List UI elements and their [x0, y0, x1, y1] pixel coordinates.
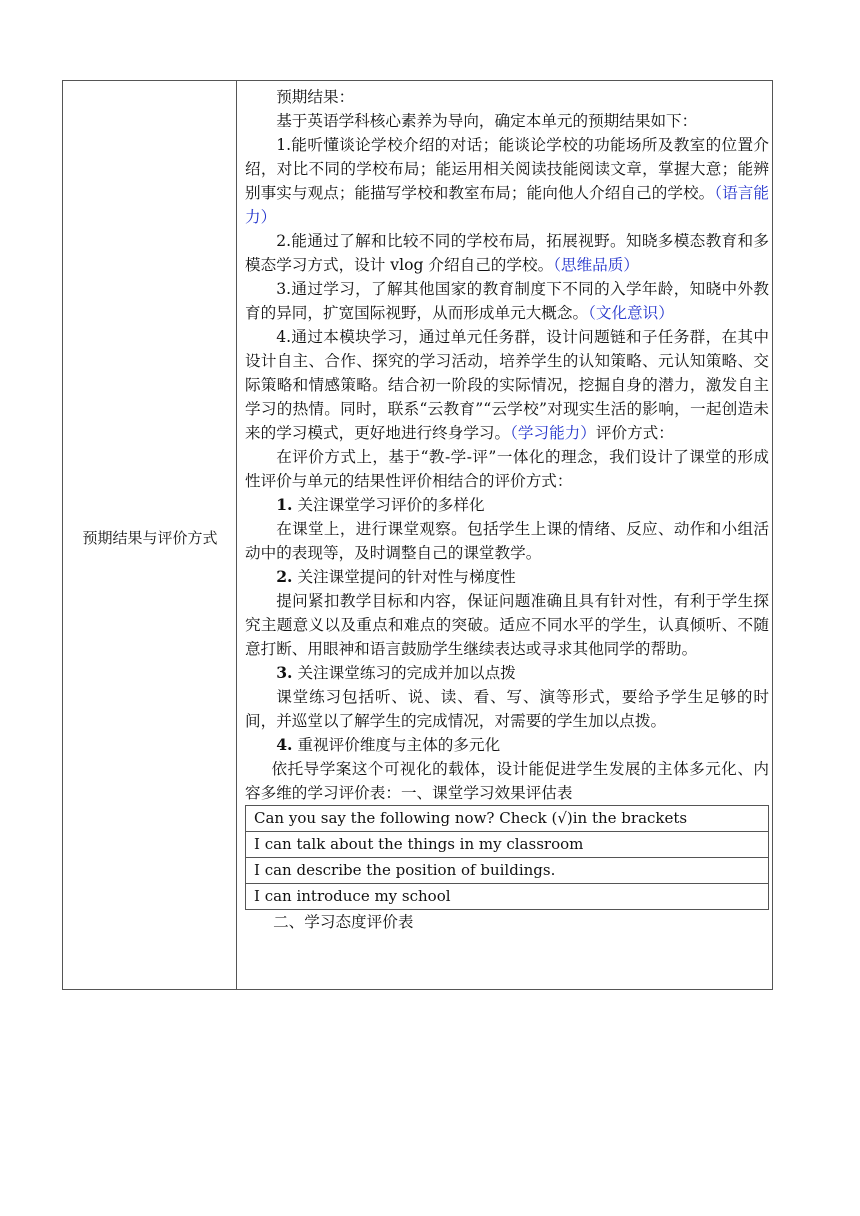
- result-3: 3.通过学习，了解其他国家的教育制度下不同的入学年龄，知晓中外教育的异同，扩宽国际视野，从而形成单元大概念。（文化意识）: [245, 280, 769, 322]
- table-row: [246, 858, 769, 884]
- eval-item-2-body: 提问紧扣教学目标和内容，保证问题准确且具有针对性，有利于学生探究主题意义以及重点和难点的突破。适应不同水平的学生，认真倾听、不随意打断、用眼神和语言鼓励学生继续表达或寻求其他同学的帮助。: [245, 592, 769, 658]
- result-1: 1.能听懂谈论学校介绍的对话；能谈论学校的功能场所及教室的位置介绍，对比不同的学校布局；能运用相关阅读技能阅读文章，掌握大意；能辨别事实与观点；能描写学校和教室布局；能向他人介绍自己的学校。（语言能力）: [245, 136, 769, 226]
- row-label: 预期结果与评价方式: [82, 529, 218, 547]
- content-cell: [245, 85, 769, 934]
- checklist-table: [245, 805, 769, 910]
- tag-learning: （学习能力）: [510, 424, 596, 442]
- table-row: [246, 832, 769, 858]
- intro-expected: 基于英语学科核心素养为导向，确定本单元的预期结果如下：: [276, 112, 698, 130]
- checklist-item: I can talk about the things in my classroom: [246, 832, 769, 858]
- tag-thinking: （思维品质）: [553, 256, 639, 274]
- result-2: 2.能通过了解和比较不同的学校布局，拓展视野。知晓多模态教育和多模态学习方式，设计 vlog 介绍自己的学校。（思维品质）: [245, 232, 769, 274]
- table-row: [246, 884, 769, 910]
- tag-language: （语言能力）: [245, 184, 769, 226]
- left-cell: [63, 81, 237, 989]
- eval-item-1-body: 在课堂上，进行课堂观察。包括学生上课的情绪、反应、动作和小组活动中的表现等，及时调整自己的课堂教学。: [245, 520, 769, 562]
- heading-expected: 预期结果：: [276, 88, 355, 106]
- table-row: [246, 806, 769, 832]
- main-table: [62, 80, 773, 990]
- eval-item-1-title: 1. 关注课堂学习评价的多样化: [276, 495, 485, 514]
- checklist-item: I can introduce my school: [246, 884, 769, 910]
- eval-item-3-title: 3. 关注课堂练习的完成并加以点拨: [276, 663, 516, 682]
- checklist-header: Can you say the following now? Check (√)in the brackets: [246, 806, 769, 832]
- eval-item-4-title: 4. 重视评价维度与主体的多元化: [276, 735, 501, 754]
- attitude-table-heading: 二、学习态度评价表: [273, 913, 414, 931]
- checklist-item: I can describe the position of buildings.: [246, 858, 769, 884]
- eval-item-4-body: 依托导学案这个可视化的载体，设计能促进学生发展的主体多元化、内容多维的学习评价表：一、课堂学习效果评估表: [245, 760, 769, 802]
- result-4: 4.通过本模块学习，通过单元任务群，设计问题链和子任务群，在其中设计自主、合作、探究的学习活动，培养学生的认知策略、元认知策略、交际策略和情感策略。结合初一阶段的实际情况，挖掘自身的潜力，激发自主学习的热情。同时，联系“云教育”“云学校”对现实生活的影响，一起创造未来的学习模式，更好地进行终身学习。（学习能力）评价方式：: [245, 328, 769, 442]
- eval-intro: 在评价方式上，基于“教-学-评”一体化的理念，我们设计了课堂的形成性评价与单元的结果性评价相结合的评价方式：: [245, 448, 769, 490]
- eval-item-2-title: 2. 关注课堂提问的针对性与梯度性: [276, 567, 516, 586]
- eval-item-3-body: 课堂练习包括听、说、读、看、写、演等形式，要给予学生足够的时间，并巡堂以了解学生的完成情况，对需要的学生加以点拨。: [245, 688, 769, 730]
- tag-culture: （文化意识）: [588, 304, 674, 322]
